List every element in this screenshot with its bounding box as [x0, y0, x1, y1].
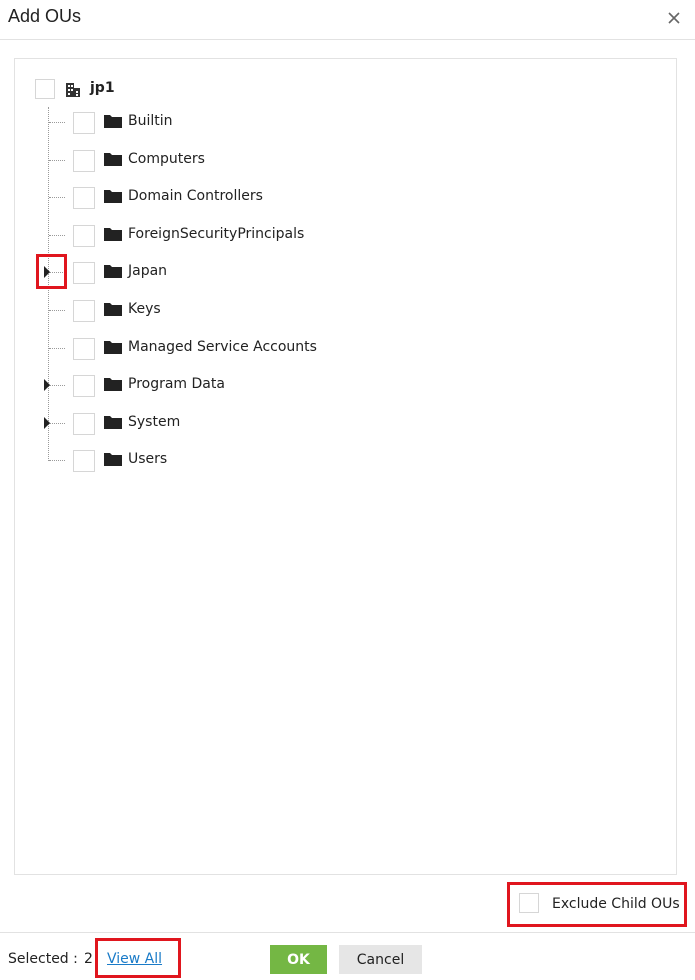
tree-branch-line — [49, 385, 65, 386]
node-label: Japan — [128, 263, 168, 279]
ok-button[interactable]: OK — [270, 945, 327, 974]
tree-node[interactable] — [15, 337, 655, 361]
tree-node[interactable] — [15, 374, 655, 398]
tree-node[interactable] — [15, 186, 655, 210]
node-checkbox[interactable] — [73, 375, 95, 397]
node-label: Builtin — [128, 113, 173, 129]
tree-node[interactable] — [15, 261, 655, 285]
node-checkbox[interactable] — [73, 225, 95, 247]
folder-icon — [104, 377, 122, 391]
folder-icon — [104, 114, 122, 128]
selected-label: Selected : — [8, 951, 78, 967]
tree-branch-line — [49, 272, 65, 273]
folder-icon — [104, 264, 122, 278]
tree-node[interactable] — [15, 449, 655, 473]
node-checkbox[interactable] — [73, 300, 95, 322]
folder-icon — [104, 302, 122, 316]
tree-branch-line — [49, 197, 65, 198]
node-checkbox[interactable] — [73, 112, 95, 134]
exclude-child-ous-label: Exclude Child OUs — [552, 896, 680, 912]
exclude-child-ous-option[interactable] — [507, 882, 687, 927]
folder-icon — [104, 340, 122, 354]
close-icon[interactable] — [664, 8, 684, 28]
node-label: Domain Controllers — [128, 188, 263, 204]
view-all-link[interactable]: View All — [107, 951, 163, 967]
exclude-child-ous-checkbox[interactable] — [519, 893, 539, 913]
node-label: Keys — [128, 301, 161, 317]
ou-tree-panel — [14, 58, 677, 875]
expand-arrow-icon[interactable] — [44, 266, 50, 278]
node-label: Program Data — [128, 376, 225, 392]
tree-branch-line — [49, 310, 65, 311]
node-label: ForeignSecurityPrincipals — [128, 226, 305, 242]
node-checkbox[interactable] — [73, 262, 95, 284]
node-label: Users — [128, 451, 168, 467]
tree-branch-line — [49, 160, 65, 161]
selected-count: 2 — [84, 951, 93, 967]
node-checkbox[interactable] — [73, 450, 95, 472]
tree-node[interactable] — [15, 224, 655, 248]
tree-node[interactable] — [15, 299, 655, 323]
node-checkbox[interactable] — [73, 150, 95, 172]
tree-node[interactable] — [15, 111, 655, 135]
domain-icon — [65, 82, 81, 98]
dialog-title: Add OUs — [8, 6, 82, 26]
node-label: Managed Service Accounts — [128, 339, 317, 355]
tree-node[interactable] — [15, 412, 655, 436]
node-checkbox[interactable] — [73, 187, 95, 209]
dialog-footer — [0, 932, 695, 980]
cancel-button[interactable]: Cancel — [339, 945, 422, 974]
folder-icon — [104, 227, 122, 241]
tree-branch-line — [49, 423, 65, 424]
tree-branch-line — [49, 460, 65, 461]
node-label: Computers — [128, 151, 205, 167]
folder-icon — [104, 152, 122, 166]
node-checkbox[interactable] — [73, 338, 95, 360]
tree-branch-line — [49, 122, 65, 123]
tree-branch-line — [49, 235, 65, 236]
node-checkbox[interactable] — [73, 413, 95, 435]
dialog-header — [0, 0, 695, 40]
node-label: System — [128, 414, 181, 430]
folder-icon — [104, 189, 122, 203]
root-checkbox[interactable] — [35, 79, 55, 99]
root-label: jp1 — [90, 80, 115, 96]
expand-arrow-icon[interactable] — [44, 417, 50, 429]
tree-branch-line — [49, 348, 65, 349]
folder-icon — [104, 452, 122, 466]
folder-icon — [104, 415, 122, 429]
expand-arrow-icon[interactable] — [44, 379, 50, 391]
tree-node[interactable] — [15, 149, 655, 173]
